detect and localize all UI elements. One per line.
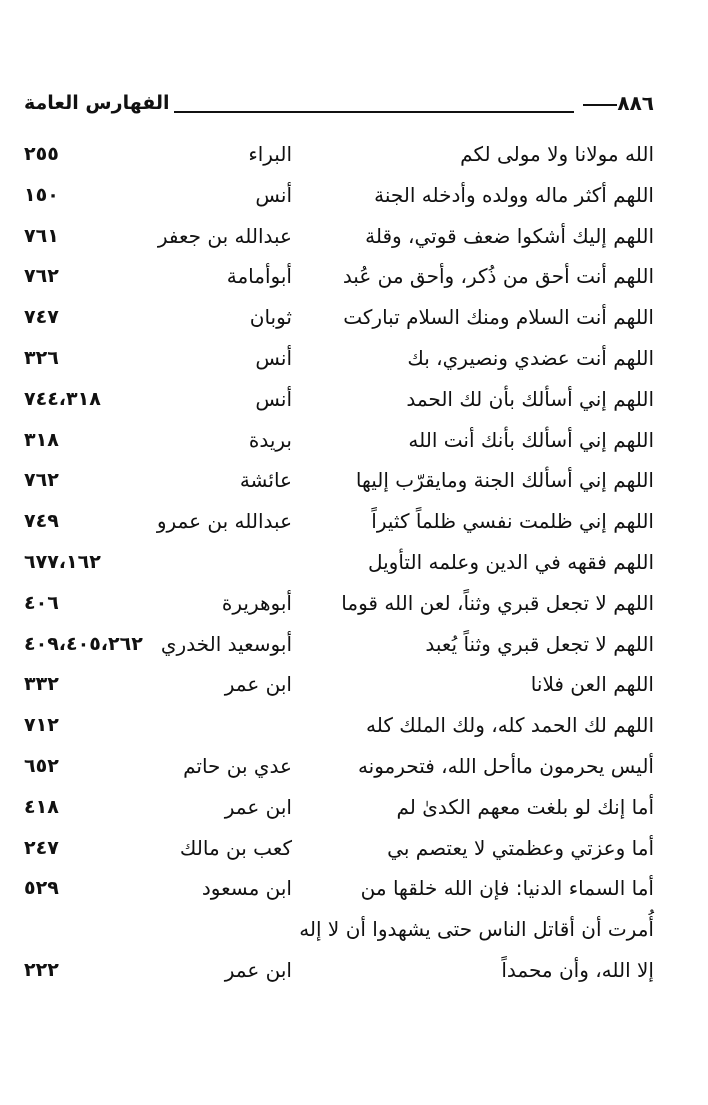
hadith-text: اللهم لا تجعل قبري وثناً يُعبد	[425, 631, 654, 656]
list-item	[24, 787, 654, 828]
hadith-text: إلا الله، وأن محمداً	[501, 957, 654, 982]
list-item	[24, 175, 654, 216]
list-item	[24, 583, 654, 624]
hadith-text: أُمرت أن أقاتل الناس حتى يشهدوا أن لا إله	[299, 917, 654, 942]
page-refs: ٧٦٢	[24, 469, 59, 492]
page-refs: ١٥٠	[24, 183, 59, 206]
page-refs: ٤٠٩،٤٠٥،٢٦٢	[24, 632, 143, 655]
narrator: بريدة	[248, 427, 292, 452]
narrator: ابن عمر	[224, 672, 292, 697]
page-refs: ٢٤٧	[24, 836, 59, 859]
narrator: ثوبان	[249, 305, 292, 330]
hadith-text: اللهم إني أسألك الجنة ومايقرّب إليها	[355, 468, 654, 493]
hadith-text: أما إنك لو بلغت معهم الكدىٰ لم	[396, 794, 654, 819]
list-item	[24, 460, 654, 501]
hadith-text: اللهم أنت أحق من ذُكر، وأحق من عُبد	[342, 264, 654, 289]
hadith-text: اللهم أنت السلام ومنك السلام تباركت	[343, 305, 654, 330]
page-refs: ٧٦١	[24, 224, 59, 247]
hadith-text: أليس يحرمون ماأحل الله، فتحرمونه	[357, 753, 654, 778]
hadith-text: اللهم أكثر ماله وولده وأدخله الجنة	[374, 182, 654, 207]
narrator: عدي بن حاتم	[183, 753, 292, 778]
list-item	[24, 909, 654, 950]
hadith-text: أما وعزتي وعظمتي لا يعتصم بي	[387, 835, 654, 860]
list-item	[24, 297, 654, 338]
narrator: عبدالله بن جعفر	[157, 223, 292, 248]
narrator: عبدالله بن عمرو	[156, 509, 292, 534]
narrator: أنس	[255, 386, 292, 411]
page-number: ٨٨٦	[617, 91, 654, 115]
list-item	[24, 828, 654, 869]
narrator: أنس	[255, 182, 292, 207]
page-refs: ٧٦٢	[24, 265, 59, 288]
header-rule	[174, 111, 574, 113]
page-refs: ٦٥٢	[24, 754, 59, 777]
list-item	[24, 501, 654, 542]
page-refs: ٧١٢	[24, 714, 59, 737]
list-item	[24, 542, 654, 583]
list-item	[24, 624, 654, 665]
hadith-text: اللهم فقهه في الدين وعلمه التأويل	[367, 549, 654, 574]
list-item	[24, 705, 654, 746]
hadith-text: اللهم إني أسألك بأن لك الحمد	[406, 386, 654, 411]
hadith-text: اللهم العن فلانا	[530, 672, 654, 697]
list-item	[24, 134, 654, 175]
hadith-text: اللهم إني أسألك بأنك أنت الله	[408, 427, 654, 452]
list-item	[24, 664, 654, 705]
narrator: عائشة	[239, 468, 292, 493]
page-number-dash	[583, 104, 617, 106]
narrator: أبوهريرة	[221, 590, 292, 615]
page-refs: ٣٣٢	[24, 673, 59, 696]
hadith-text: الله مولانا ولا مولى لكم	[460, 142, 654, 166]
hadith-text: اللهم لك الحمد كله، ولك الملك كله	[366, 713, 654, 738]
narrator: ابن عمر	[224, 957, 292, 982]
list-item	[24, 379, 654, 420]
narrator: البراء	[248, 142, 292, 166]
hadith-text: اللهم إليك أشكوا ضعف قوتي، وقلة	[365, 223, 654, 248]
narrator: ابن مسعود	[201, 876, 292, 901]
hadith-text: اللهم لا تجعل قبري وثناً، لعن الله قوما	[341, 590, 654, 615]
narrator: أبوأمامة	[226, 264, 292, 289]
page-refs: ٧٤٧	[24, 306, 59, 329]
page-number-group	[577, 86, 654, 120]
narrator: ابن عمر	[224, 794, 292, 819]
hadith-index-list	[24, 134, 654, 991]
page-refs: ٣٢٦	[24, 346, 59, 369]
narrator: أبوسعيد الخدري	[160, 631, 292, 656]
hadith-text: اللهم إني ظلمت نفسي ظلماً كثيراً	[371, 509, 654, 534]
hadith-text: اللهم أنت عضدي ونصيري، بك	[407, 345, 654, 370]
page-refs: ٢٢٢	[24, 958, 59, 981]
page-refs: ٤٠٦	[24, 591, 59, 614]
list-item	[24, 746, 654, 787]
hadith-text: أما السماء الدنيا: فإن الله خلقها من	[360, 876, 654, 901]
page-header	[24, 86, 654, 122]
list-item	[24, 216, 654, 257]
list-item	[24, 868, 654, 909]
narrator: أنس	[255, 345, 292, 370]
page-refs: ٧٤٤،٣١٨	[24, 387, 101, 410]
page-refs: ٦٧٧،١٦٢	[24, 550, 101, 573]
list-item	[24, 338, 654, 379]
page-refs: ٢٥٥	[24, 143, 59, 165]
page-refs: ٤١٨	[24, 795, 59, 818]
page-refs: ٥٢٩	[24, 877, 59, 900]
list-item	[24, 420, 654, 461]
narrator: كعب بن مالك	[179, 835, 292, 860]
page-refs: ٧٤٩	[24, 510, 59, 533]
list-item	[24, 256, 654, 297]
list-item	[24, 950, 654, 991]
page-refs: ٣١٨	[24, 428, 59, 451]
section-title: الفهارس العامة	[24, 92, 170, 114]
